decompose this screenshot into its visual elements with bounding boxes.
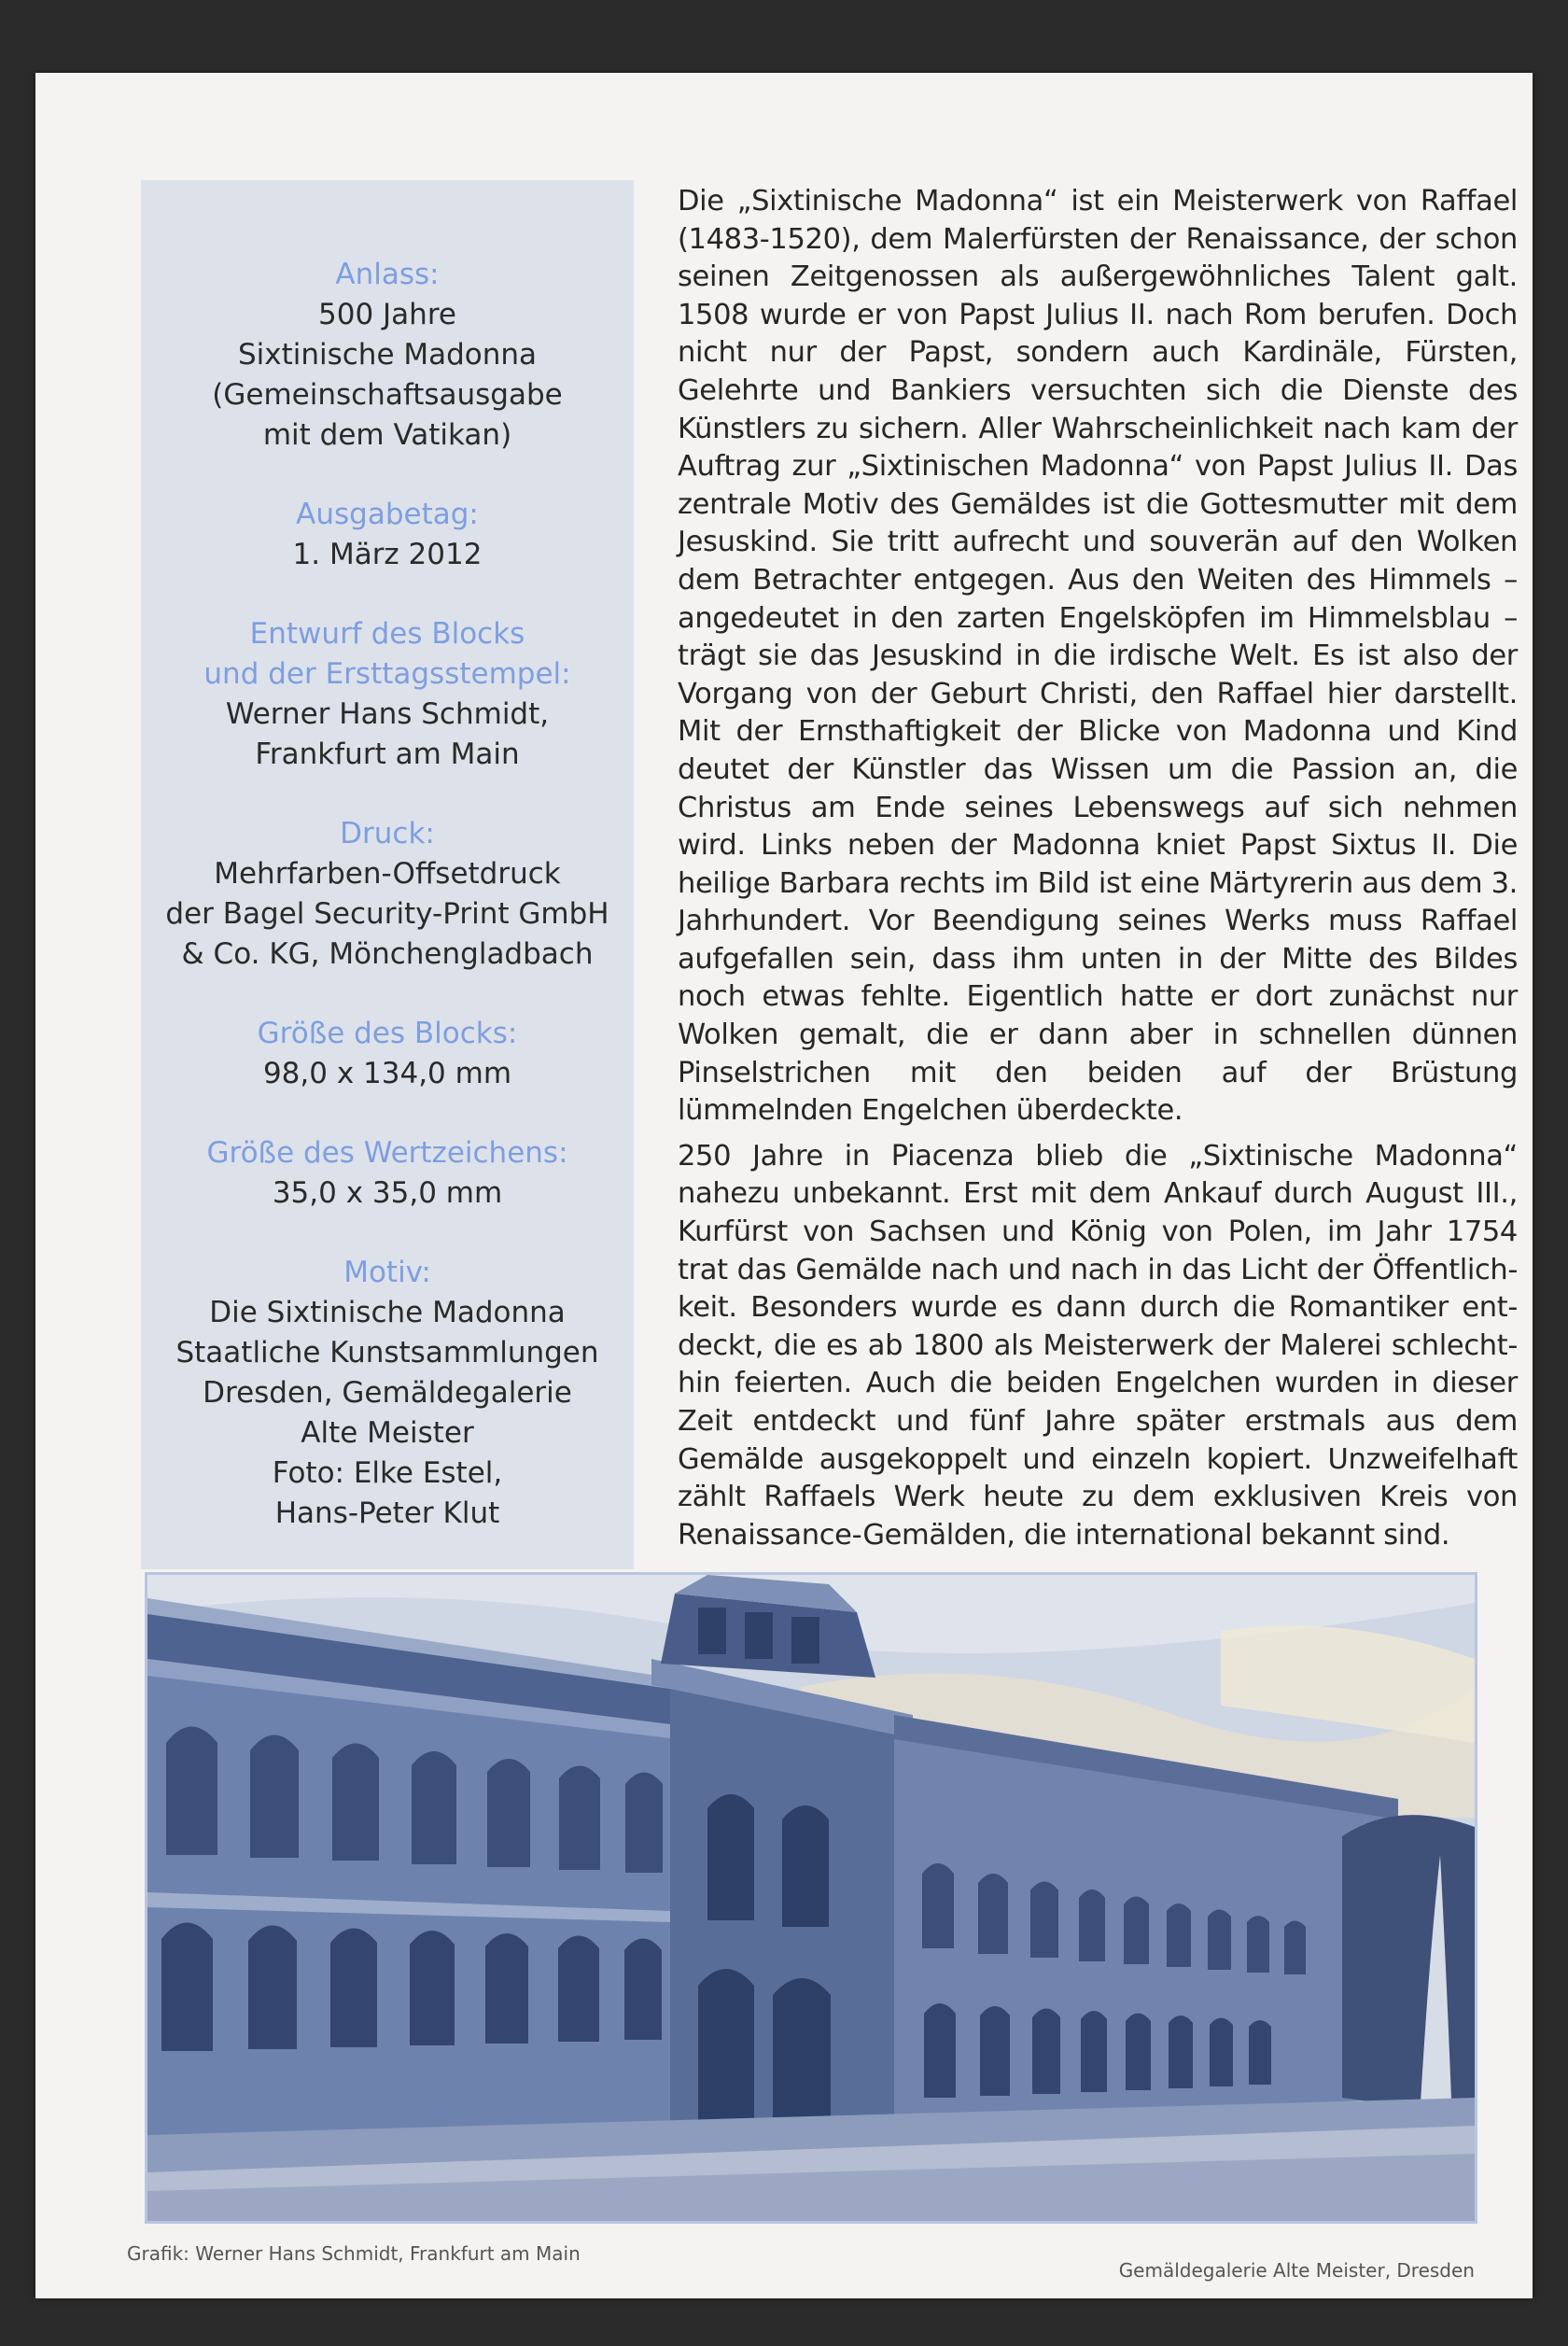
info-heading: Ausgabetag:	[296, 498, 479, 531]
article-paragraph: Die „Sixtinische Madonna“ ist ein Meisterwerk von Raffael (1483-1520), dem Malerfürsten der Renaissance, der schon seinen Zeitgenossen als außergewöhnliches Talent galt. 1508 wurde er von Papst Julius II. nach Rom berufen. Doch nicht nur der Papst, sondern auch Kardinäle, Fürsten, Gelehrte und Bankiers versuchten sich die Dienste des Künstlers zu sichern. Aller Wahrscheinlichkeit nach kam der Auftrag zur „Sixtinischen Madonna“ von Papst Julius II. Das zentrale Motiv des Gemäldes ist die Gottesmutter mit dem Jesuskind. Sie tritt aufrecht und souverän auf den Wolken dem Betrachter entgegen. Aus den Weiten des Himmels – angedeutet in den zarten Engelsköpfen im Himmelsblau – trägt sie das Jesuskind in die irdische Welt. Es ist also der Vorgang von der Geburt Christi, den Raffael hier darstellt. Mit der Ernsthaftigkeit der Blicke von Madonna und Kind deutet der Künstler das Wissen um die Passion an, die Christus am Ende seines Lebenswegs auf sich nehmen wird. Links neben der Madonna kniet Papst Sixtus II. Die heilige Barbara rechts im Bild ist eine Märtyrerin aus dem 3. Jahrhundert. Vor Beendigung seines Werks muss Raffael aufgefallen sein, dass ihm unten in der Mitte des Bildes noch etwas fehlte. Eigentlich hatte er dort zunächst nur Wolken gemalt, die er dann aber in schnellen dünnen Pinselstrichen mit den beiden auf der Brüstung lümmelnden Engelchen überdeckte.	[678, 185, 1518, 1128]
gallery-building-illustration	[145, 1572, 1477, 2224]
building-graphic	[147, 1575, 1475, 2221]
info-line: Hans-Peter Klut	[274, 1496, 500, 1530]
info-line: Dresden, Gemäldegalerie	[203, 1376, 572, 1410]
info-line: Alte Meister	[301, 1416, 474, 1450]
info-line: Die Sixtinische Madonna	[209, 1296, 566, 1329]
info-issue-date	[141, 495, 634, 575]
info-heading: Druck:	[340, 817, 435, 850]
issue-info-panel	[141, 180, 634, 1569]
info-heading: Größe des Blocks:	[257, 1017, 518, 1050]
info-line: Foto: Elke Estel,	[272, 1456, 503, 1490]
info-line: & Co. KG, Mönchengladbach	[181, 937, 594, 971]
info-line: Sixtinische Madonna	[237, 338, 538, 372]
info-line: Staatliche Kunstsammlungen	[175, 1336, 599, 1370]
info-line: Frankfurt am Main	[255, 738, 520, 771]
article-paragraph: 250 Jahre in Piacenza blieb die „Sixtinische Madonna“ nahezu unbekannt. Erst mit dem Ankauf durch August III., Kurfürst von Sachsen und König von Polen, im Jahr 1754 trat das Gemälde nach und nach in das Licht der Öffentlich-keit. Besonders wurde es dann durch die Romantiker ent-deckt, die es ab 1800 als Meisterwerk der Malerei schlecht-hin feierten. Auch die beiden Engelchen wurden in dieser Zeit entdeckt und fünf Jahre später erstmals aus dem Gemälde ausgekoppelt und einzeln kopiert. Unzweifelhaft zählt Raffaels Werk heute zu dem exklusiven Kreis von Renaissance-Gemälden, die international bekannt sind.	[678, 1139, 1518, 1552]
info-line: mit dem Vatikan)	[262, 418, 512, 452]
info-stamp-size	[141, 1133, 634, 1214]
info-heading: Entwurf des Blocks	[249, 617, 525, 651]
info-motif	[141, 1253, 634, 1534]
info-line: 98,0 x 134,0 mm	[262, 1057, 512, 1090]
info-design	[141, 614, 634, 775]
info-line: 500 Jahre	[318, 298, 456, 331]
info-line: 35,0 x 35,0 mm	[272, 1176, 503, 1210]
graphic-credit: Grafik: Werner Hans Schmidt, Frankfurt am Main	[127, 2242, 581, 2265]
info-occasion	[141, 255, 634, 456]
info-line: 1. März 2012	[292, 538, 483, 571]
info-heading: Größe des Wertzeichens:	[206, 1136, 568, 1170]
article-text	[678, 183, 1518, 1562]
info-line: Mehrfarben-Offsetdruck	[214, 857, 561, 891]
building-caption: Gemäldegalerie Alte Meister, Dresden	[1118, 2259, 1475, 2282]
info-heading: Anlass:	[335, 258, 440, 291]
info-line: (Gemeinschaftsausgabe	[212, 378, 563, 412]
info-heading: Motiv:	[343, 1256, 431, 1289]
info-heading-cont: und der Ersttagsstempel:	[203, 657, 571, 691]
info-block-size	[141, 1014, 634, 1094]
info-line: der Bagel Security-Print GmbH	[165, 897, 609, 931]
info-print	[141, 814, 634, 975]
stamp-info-page	[35, 73, 1533, 2298]
info-line: Werner Hans Schmidt,	[225, 697, 550, 731]
